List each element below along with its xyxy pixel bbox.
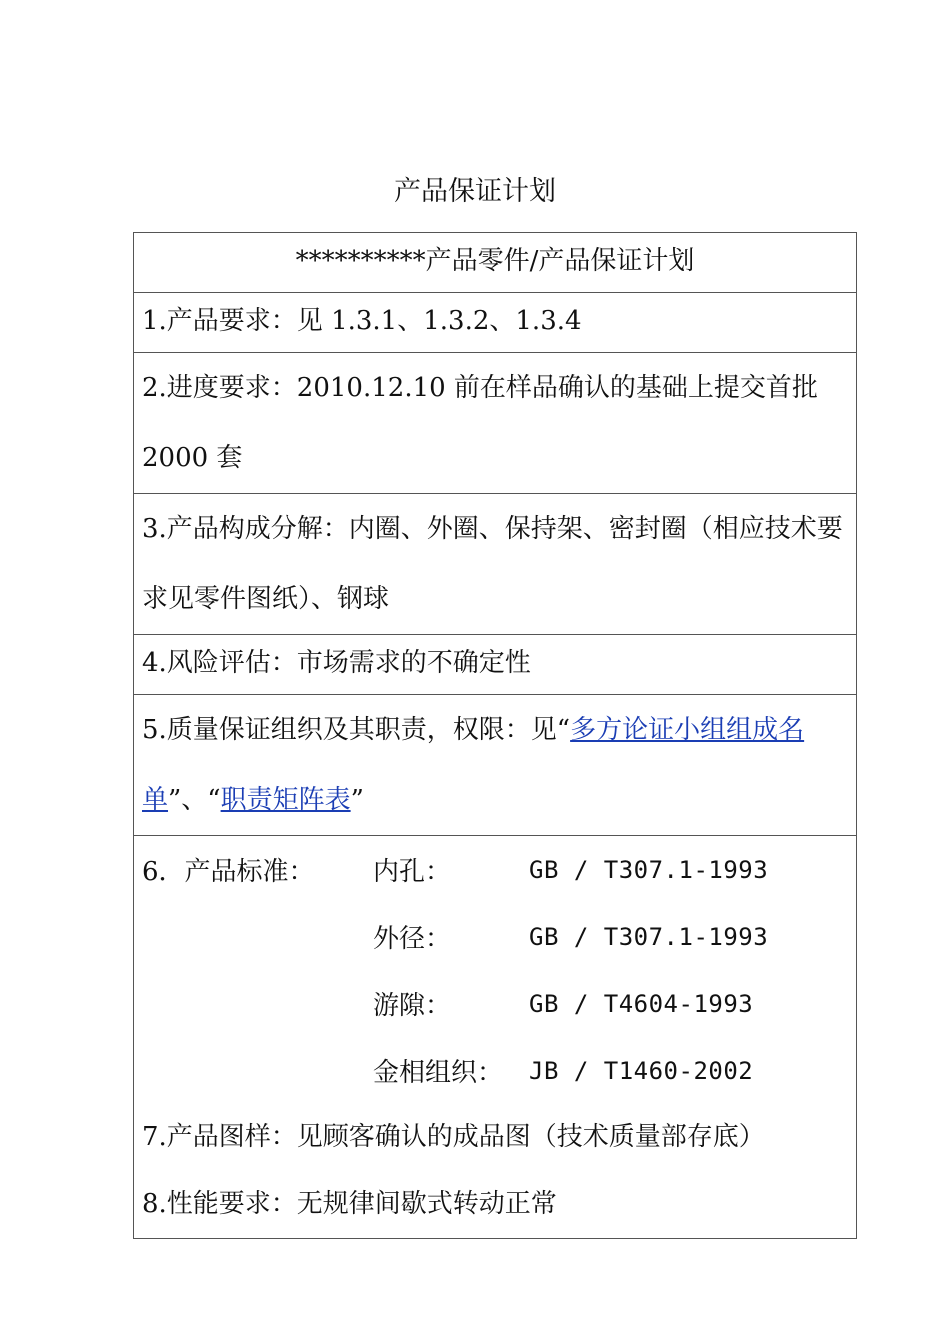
performance-requirement: 8.性能要求：无规律间歇式转动正常: [142, 1189, 557, 1219]
quality-organization: [134, 695, 857, 836]
table-header-cell: **********产品零件/产品保证计划: [134, 233, 857, 293]
standard-name: 内孔：: [373, 857, 452, 887]
standard-name: 游隙：: [373, 991, 452, 1021]
table-row: [134, 293, 857, 353]
schedule-requirement: 2.进度要求：2010.12.10 前在样品确认的基础上提交首批2000 套: [134, 353, 857, 494]
table-row: [134, 353, 857, 494]
standard-code: GB / T307.1-1993: [529, 922, 769, 951]
quality-organization-middle: ”、“: [168, 785, 221, 815]
responsibility-matrix-link[interactable]: 职责矩阵表: [220, 785, 351, 815]
team-roster-link[interactable]: 多方论证小组组成名单: [142, 715, 805, 815]
standards-cell: [134, 836, 857, 1239]
table-header-row: [134, 233, 857, 293]
standard-name: 金相组织：: [373, 1058, 504, 1088]
product-drawing: 7.产品图样：见顾客确认的成品图（技术质量部存底）: [142, 1122, 765, 1152]
quality-plan-table: [133, 232, 857, 1239]
table-row: [134, 494, 857, 635]
table-row: [134, 635, 857, 695]
standard-code: GB / T307.1-1993: [529, 855, 769, 884]
standard-line: [142, 903, 848, 970]
product-requirement: 1.产品要求：见 1.3.1、1.3.2、1.3.4: [134, 293, 857, 353]
table-row: [134, 836, 857, 1239]
standard-code: GB / T4604-1993: [529, 989, 754, 1018]
table-row: [134, 695, 857, 836]
standard-line: [142, 836, 848, 903]
standard-code: JB / T1460-2002: [529, 1056, 754, 1085]
quality-organization-suffix: ”: [350, 785, 364, 815]
standard-name: 外径：: [373, 924, 452, 954]
product-breakdown: 3.产品构成分解：内圈、外圈、保持架、密封圈（相应技术要求见零件图纸）、钢球: [134, 494, 857, 635]
standard-line: [142, 1037, 848, 1104]
quality-organization-prefix: 5.质量保证组织及其职责，权限：见“: [142, 715, 571, 745]
standards-label: 6．产品标准：: [142, 857, 315, 887]
risk-assessment: 4.风险评估：市场需求的不确定性: [134, 635, 857, 695]
document-title: 产品保证计划: [394, 176, 556, 207]
standard-line: [142, 970, 848, 1037]
